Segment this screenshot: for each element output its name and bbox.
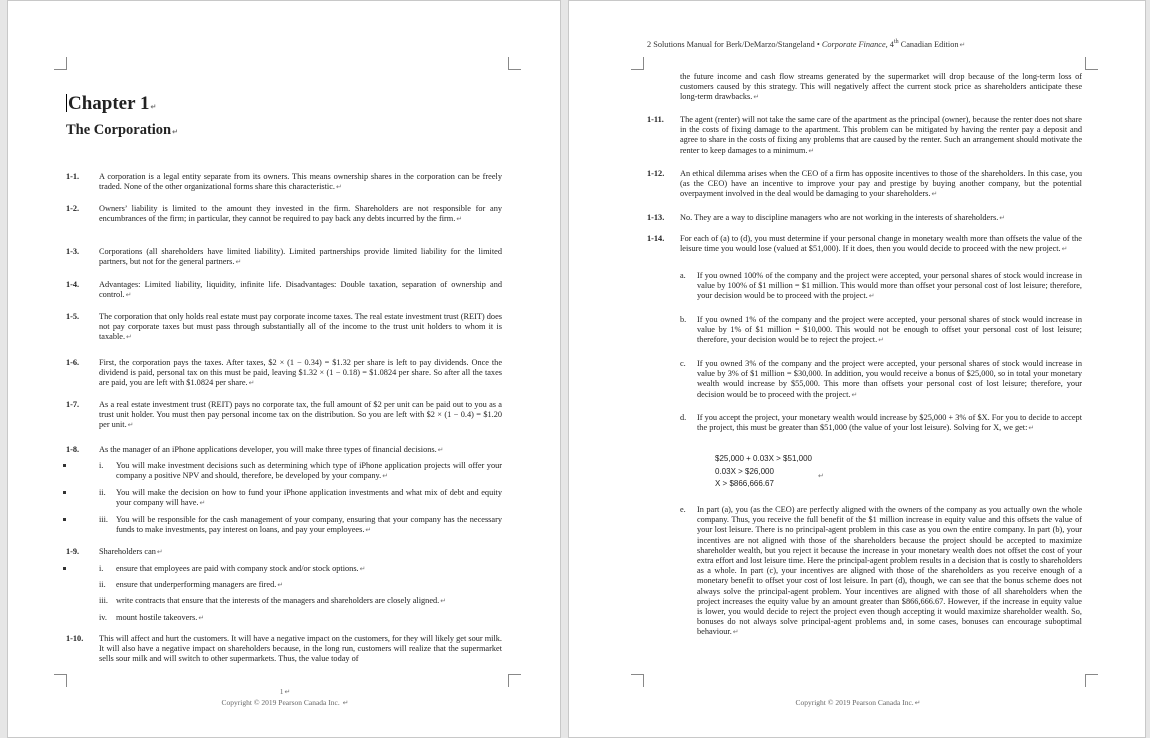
crop-mark — [54, 57, 67, 70]
answer-number: 1-6. — [66, 358, 80, 367]
list-marker: c. — [680, 359, 686, 368]
list-item[interactable]: If you owned 1% of the company and the project were accepted, your personal shares of stock would increase in value by 1% of $1 million = $10,000. This would not be enough to offset your personal cost of lost leisure; therefore, your decision would be to reject the project.↵ — [697, 315, 1082, 345]
paragraph-mark: ↵ — [999, 214, 1006, 222]
answer-text[interactable]: Owners’ liability is limited to the amount they invested in the firm. Shareholders are not responsible for any encumbrances of the firm; in particular, they cannot be required to pay back any debts incurred by the firm.↵ — [99, 204, 502, 224]
paragraph-mark: ↵ — [342, 699, 349, 707]
list-item[interactable]: mount hostile takeovers.↵ — [116, 613, 205, 622]
answer-number: 1-1. — [66, 172, 80, 181]
paragraph-mark: ↵ — [248, 379, 255, 388]
list-marker: ii. — [99, 580, 106, 589]
paragraph-mark: ↵ — [382, 472, 389, 481]
paragraph-mark: ↵ — [359, 565, 366, 573]
paragraph-mark: ↵ — [456, 215, 463, 224]
list-marker: ii. — [99, 488, 106, 497]
paragraph-mark: ↵ — [914, 699, 921, 707]
list-marker: iii. — [99, 596, 108, 605]
list-item[interactable]: If you accept the project, your monetary wealth would increase by $25,000 + 3% of $X. For you to decide to accept the project, this must be greater than $51,000 (the value of your lost leisure). Solving for X, we get:↵ — [697, 413, 1082, 433]
answer-number: 1-11. — [647, 115, 664, 124]
list-bullet — [63, 464, 66, 467]
paragraph-mark: ↵ — [1028, 424, 1035, 433]
answer-number: 1-7. — [66, 400, 80, 409]
paragraph-mark: ↵ — [172, 128, 178, 136]
list-bullet — [63, 491, 66, 494]
chapter-title[interactable]: The Corporation↵ — [66, 122, 178, 138]
answer-number: 1-2. — [66, 204, 80, 213]
page-footer: Copyright © 2019 Pearson Canada Inc.↵ — [795, 698, 921, 707]
page-number: 1↵ — [279, 687, 291, 696]
list-marker: a. — [680, 271, 686, 280]
list-bullet — [63, 518, 66, 521]
equation-line: $25,000 + 0.03X > $51,000 — [715, 454, 812, 463]
answer-number: 1-5. — [66, 312, 80, 321]
paragraph-mark: ↵ — [156, 548, 163, 556]
continued-text[interactable]: the future income and cash flow streams generated by the supermarket will drop because of the long-term loss of customers caused by this strategy. This will negatively affect the current stock price as shareholders anticipate these long-term drawbacks.↵ — [680, 72, 1082, 102]
paragraph-mark: ↵ — [959, 40, 966, 49]
page-footer: Copyright © 2019 Pearson Canada Inc. ↵ — [221, 698, 349, 707]
list-item[interactable]: If you owned 3% of the company and the project were accepted, your personal shares of stock would increase in value by 3% of $1 million = $30,000. In addition, you would receive a bonus of $25,000, so in total your monetary wealth would increase by $55,000. This more than offsets your personal cost of lost leisure; therefore, your decision would be to proceed with the project.↵ — [697, 359, 1082, 399]
list-marker: d. — [680, 413, 687, 422]
list-bullet — [63, 567, 66, 570]
paragraph-mark: ↵ — [753, 93, 760, 102]
answer-text[interactable]: An ethical dilemma arises when the CEO of a firm has opposite incentives to those of the shareholders. In this case, you (as the CEO) have an incentive to improve your pay and prestige by buying another company, but the potential overpayment involved in the deal would be damaging to your shareholders.↵ — [680, 169, 1082, 199]
answer-text[interactable]: A corporation is a legal entity separate from its owners. This means ownership shares in the corporation can be freely traded. None of the other organizational forms share this characteristic.↵ — [99, 172, 502, 192]
list-marker: iv. — [99, 613, 107, 622]
list-marker: b. — [680, 315, 687, 324]
answer-text[interactable]: First, the corporation pays the taxes. After taxes, $2 × (1 − 0.34) = $1.32 per share is left to pay dividends. Once the dividend is paid, personal tax on this must be paid, leaving $1.32 × (1 − 0.18) = $1.0824 per share. So after all the taxes are paid, you are left with $1.0824 per share.↵ — [99, 358, 502, 388]
crop-mark — [508, 674, 521, 687]
document-page-1 — [7, 0, 561, 738]
crop-mark — [1085, 674, 1098, 687]
paragraph-mark: ↵ — [284, 688, 291, 696]
list-item[interactable]: You will make the decision on how to fund your iPhone application investments and what mix of debt and equity your company will have.↵ — [116, 488, 502, 508]
paragraph-mark: ↵ — [851, 390, 858, 399]
paragraph-mark: ↵ — [732, 628, 739, 637]
answer-text[interactable]: Advantages: Limited liability, liquidity, infinite life. Disadvantages: Double taxation, separation of ownership and control.↵ — [99, 280, 502, 300]
list-marker: i. — [99, 564, 104, 573]
answer-number: 1-10. — [66, 634, 84, 643]
answer-text[interactable]: No. They are a way to discipline managers who are not working in the interests of shareholders.↵ — [680, 213, 1006, 222]
answer-number: 1-13. — [647, 213, 665, 222]
equation-line: 0.03X > $26,000 — [715, 466, 774, 476]
text-cursor — [66, 94, 67, 112]
paragraph-mark: ↵ — [1061, 245, 1068, 254]
list-item[interactable]: You will be responsible for the cash management of your company, ensuring that your company has the necessary funds to make investments, pay interest on loans, and pay your employees.↵ — [116, 515, 502, 535]
paragraph-mark: ↵ — [437, 446, 444, 454]
crop-mark — [54, 674, 67, 687]
paragraph-mark: ↵ — [277, 581, 284, 589]
paragraph-mark: ↵ — [808, 146, 815, 155]
list-marker: i. — [99, 461, 104, 470]
list-marker: e. — [680, 505, 686, 514]
paragraph-mark: ↵ — [365, 526, 372, 535]
paragraph-mark — [817, 465, 824, 483]
paragraph-mark: ↵ — [199, 499, 206, 508]
list-item[interactable]: If you owned 100% of the company and the project were accepted, your personal shares of stock would increase in value by 100% of $1 million = $1 million. This would more than offset your personal cost of lost leisure; therefore, your decision would be to proceed with the project.↵ — [697, 271, 1082, 301]
list-item[interactable]: You will make investment decisions such as determining which type of iPhone application projects will offer your company a positive NPV and should, therefore, be developed by your company.↵ — [116, 461, 502, 481]
list-item[interactable]: ensure that employees are paid with company stock and/or stock options.↵ — [116, 564, 366, 573]
list-item[interactable]: ensure that underperforming managers are fired.↵ — [116, 580, 284, 589]
answer-text[interactable]: Shareholders can↵ — [99, 547, 163, 556]
answer-text[interactable]: Corporations (all shareholders have limited liability). Limited partnerships provide limited liability for the limited partners, but not for the general partners.↵ — [99, 247, 502, 267]
paragraph-mark: ↵ — [125, 291, 132, 300]
answer-text[interactable]: The agent (renter) will not take the same care of the apartment as the principal (owner), because the renter does not share in the costs of fixing damage to the apartment. This problem can be mitigated by having the renter pay a deposit and agree to share in the costs of fixing any problems that are caused by the renter. Such an arrangement should motivate the renter to keep damages to a minimum.↵ — [680, 115, 1082, 155]
crop-mark — [508, 57, 521, 70]
list-item[interactable]: write contracts that ensure that the interests of the managers and shareholders are closely aligned.↵ — [116, 596, 447, 605]
paragraph-mark: ↵ — [931, 190, 938, 199]
document-page-2 — [568, 0, 1146, 738]
paragraph-mark: ↵ — [127, 421, 134, 430]
paragraph-mark: ↵ — [336, 183, 342, 192]
answer-number: 1-3. — [66, 247, 80, 256]
answer-number: 1-14. — [647, 234, 665, 243]
answer-text[interactable]: As a real estate investment trust (REIT) pays no corporate tax, the full amount of $2 per unit can be paid out to you as a trust unit holder. You must then pay personal income tax on the distribution. So you are left with $2 × (1 − 0.4) = $1.20 per unit.↵ — [99, 400, 502, 430]
answer-text[interactable]: This will affect and hurt the customers. It will have a negative impact on the customers, for they will likely get sour milk. It will also have a negative impact on shareholders because, in the long run, customers will realize that the supermarket sells sour milk and will switch to other supermarkets. Thus, the value today of — [99, 634, 502, 664]
page-header: 2 Solutions Manual for Berk/DeMarzo/Stangeland • Corporate Finance, 4th Canadian Edition↵ — [647, 39, 966, 49]
answer-number: 1-8. — [66, 445, 80, 454]
paragraph-mark: ↵ — [440, 597, 447, 605]
answer-number: 1-12. — [647, 169, 665, 178]
crop-mark — [631, 57, 644, 70]
answer-text[interactable]: For each of (a) to (d), you must determine if your personal change in monetary wealth more than offsets the value of the leisure time you would lose (valued at $51,000). If it does, then you would decide to proceed with the new project.↵ — [680, 234, 1082, 254]
crop-mark — [631, 674, 644, 687]
answer-text[interactable]: The corporation that only holds real estate must pay corporate income taxes. The real estate investment trust (REIT) does not pay corporate taxes but must pass through substantially all of the income to the trust unit holders to whom it is taxable.↵ — [99, 312, 502, 342]
paragraph-mark: ↵ — [878, 336, 885, 345]
paragraph-mark: ↵ — [868, 292, 875, 301]
equation-line: X > $866,666.67 — [715, 479, 774, 488]
paragraph-mark: ↵ — [198, 614, 205, 622]
list-marker: iii. — [99, 515, 108, 524]
answer-number: 1-9. — [66, 547, 80, 556]
answer-number: 1-4. — [66, 280, 80, 289]
chapter-heading[interactable]: Chapter 1↵ — [68, 93, 157, 114]
list-item[interactable]: In part (a), you (as the CEO) are perfectly aligned with the owners of the company as you actually own the whole company. Thus, you receive the full benefit of the $1 million increase in equity value and this offsets the value of your lost leisure. There is no principal-agent problem in this case as you own the entire company. In part (b), your incentives are not aligned with those of the shareholders because the project should be accepted to maximize shareholder wealth, but you reject it because the increase in your monetary wealth does not offset the cost of your extra effort and lost leisure time. Here the principal-agent problem results in a decision that is costly to shareholders as a whole. In part (c), your incentives are aligned with those of the shareholders as you receive enough of a monetary benefit to offset your cost of lost leisure. In part (d), though, we can see that the bonus scheme does not always solve the principal-agent problem. Your incentives are aligned with those of all shareholders when the project increases the equity value by an amount greater than $866,666.67. However, if the increase in equity value is lower, you would decide to reject the project even though accepting it would maximize shareholder wealth. So, bonuses do not always solve principal-agent problems and, in some cases, bonuses can encourage suboptimal behaviour.↵ — [697, 505, 1082, 637]
paragraph-mark: ↵ — [126, 333, 132, 342]
paragraph-mark: ↵ — [818, 472, 824, 480]
paragraph-mark: ↵ — [150, 103, 157, 111]
equation-block[interactable] — [715, 453, 812, 491]
answer-text[interactable]: As the manager of an iPhone applications developer, you will make three types of financial decisions.↵ — [99, 445, 444, 454]
paragraph-mark: ↵ — [235, 258, 242, 267]
crop-mark — [1085, 57, 1098, 70]
